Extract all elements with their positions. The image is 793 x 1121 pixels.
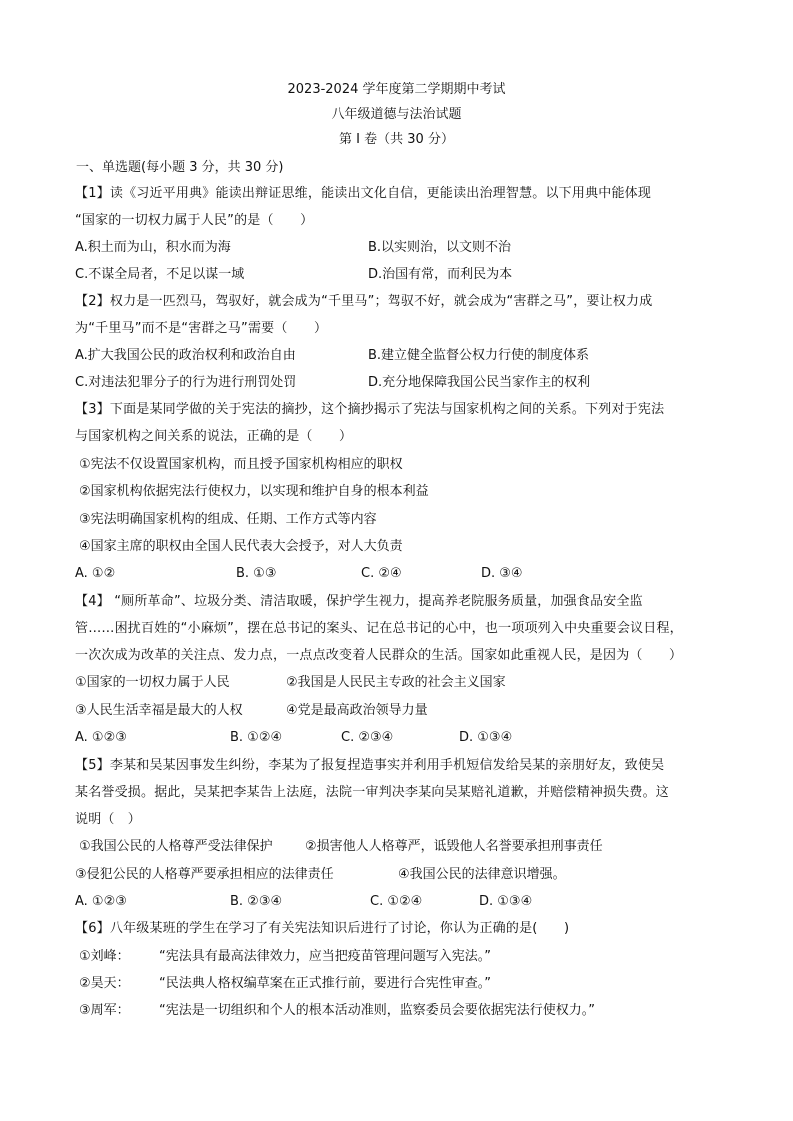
question-1-option-c: C.不谋全局者，不足以谋一域 [75, 267, 245, 282]
question-4-stem-line2: 管……困扰百姓的“小麻烦”，摆在总书记的案头、记在总书记的心中，也一项项列入中央重要会议日程， [75, 621, 683, 636]
question-5-stem-line3: 说明（ ） [75, 812, 142, 827]
question-5-option-a: A. ①②③ [75, 894, 127, 909]
exam-volume-title: 第 I 卷（共 30 分） [339, 132, 454, 147]
question-6-speaker-2: ②昊天： [79, 976, 130, 991]
question-1-option-d: D.治国有常，而利民为本 [368, 267, 513, 282]
question-6-statement-2: “民法典人格权编草案在正式推行前，要进行合宪性审查。” [159, 976, 491, 991]
question-6-statement-3: “宪法是一切组织和个人的根本活动准则，监察委员会要依据宪法行使权力。” [159, 1003, 595, 1018]
question-5-stem-line1: 【5】李某和吴某因事发生纠纷，李某为了报复捏造事实并利用手机短信发给吴某的亲朋好友，致使吴 [75, 758, 665, 773]
question-3-stem-line1: 【3】下面是某同学做的关于宪法的摘抄，这个摘抄揭示了宪法与国家机构之间的关系。下列对于宪法 [75, 402, 665, 417]
question-6-statement-1: “宪法具有最高法律效力，应当把疫苗管理问题写入宪法。” [159, 949, 491, 964]
section-heading: 一、单选题(每小题 3 分，共 30 分) [76, 160, 284, 175]
question-4-statement-4: ④党是最高政治领导力量 [286, 703, 428, 718]
question-3-option-a: A. ①② [75, 566, 116, 581]
question-5-stem-line2: 某名誉受损。据此，吴某把李某告上法庭，法院一审判决李某向吴某赔礼道歉，并赔偿精神损失费。这 [75, 785, 670, 800]
question-2-option-b: B.建立健全监督公权力行使的制度体系 [368, 348, 590, 363]
question-3-statement-2: ②国家机构依据宪法行使权力，以实现和维护自身的根本利益 [79, 484, 429, 499]
question-1-stem-line1: 【1】读《习近平用典》能读出辩证思维，能读出文化自信，更能读出治理智慧。以下用典中能体现 [75, 186, 652, 201]
question-4-statement-2: ②我国是人民民主专政的社会主义国家 [286, 675, 506, 690]
question-6-speaker-3: ③周军： [79, 1003, 130, 1018]
question-4-statement-3: ③人民生活幸福是最大的人权 [75, 703, 243, 718]
exam-year-title: 2023-2024 学年度第二学期期中考试 [287, 82, 506, 97]
question-5-statement-3: ③侵犯公民的人格尊严要承担相应的法律责任 [75, 867, 334, 882]
question-3-statement-3: ③宪法明确国家机构的组成、任期、工作方式等内容 [79, 512, 377, 527]
question-1-stem-line2: “国家的一切权力属于人民”的是（ ） [75, 213, 314, 228]
question-4-option-d: D. ①③④ [459, 730, 513, 745]
question-5-option-b: B. ②③④ [230, 894, 283, 909]
question-5-statement-2: ②损害他人人格尊严，诋毁他人名誉要承担刑事责任 [305, 839, 603, 854]
question-3-option-b: B. ①③ [236, 566, 277, 581]
question-3-statement-1: ①宪法不仅设置国家机构，而且授予国家机构相应的职权 [79, 457, 403, 472]
question-4-option-c: C. ②③④ [341, 730, 394, 745]
question-5-option-d: D. ①③④ [479, 894, 533, 909]
question-4-statement-1: ①国家的一切权力属于人民 [75, 675, 230, 690]
question-5-option-c: C. ①②④ [370, 894, 423, 909]
question-2-stem-line1: 【2】权力是一匹烈马，驾驭好，就会成为“千里马”；驾驭不好，就会成为“害群之马”，要让权力成 [75, 294, 653, 309]
question-2-option-d: D.充分地保障我国公民当家作主的权利 [368, 375, 591, 390]
question-4-option-b: B. ①②④ [230, 730, 283, 745]
question-5-statement-1: ①我国公民的人格尊严受法律保护 [79, 839, 273, 854]
question-2-option-c: C.对违法犯罪分子的行为进行刑罚处罚 [75, 375, 297, 390]
question-4-option-a: A. ①②③ [75, 730, 127, 745]
question-4-stem-line1: 【4】 “厕所革命”、垃圾分类、清洁取暖，保护学生视力，提高养老院服务质量，加强食品安全监 [75, 594, 643, 609]
question-3-stem-line2: 与国家机构之间关系的说法，正确的是（ ） [75, 429, 353, 444]
question-2-stem-line2: 为“千里马”而不是“害群之马”需要（ ） [75, 321, 328, 336]
question-4-stem-line3: 一次次成为改革的关注点、发力点，一点点改变着人民群众的生活。国家如此重视人民，是因为（ ） [75, 648, 683, 663]
question-1-option-b: B.以实则治，以文则不治 [368, 240, 512, 255]
question-2-option-a: A.扩大我国公民的政治权利和政治自由 [75, 348, 296, 363]
question-1-option-a: A.积土而为山，积水而为海 [75, 240, 231, 255]
question-6-stem-line1: 【6】八年级某班的学生在学习了有关宪法知识后进行了讨论，你认为正确的是( ) [75, 921, 570, 936]
question-3-option-c: C. ②④ [361, 566, 402, 581]
question-6-speaker-1: ①刘峰： [79, 949, 130, 964]
question-5-statement-4: ④我国公民的法律意识增强。 [398, 867, 566, 882]
question-3-statement-4: ④国家主席的职权由全国人民代表大会授予，对人大负责 [79, 539, 403, 554]
question-3-option-d: D. ③④ [481, 566, 523, 581]
exam-subject-title: 八年级道德与法治试题 [331, 107, 462, 122]
